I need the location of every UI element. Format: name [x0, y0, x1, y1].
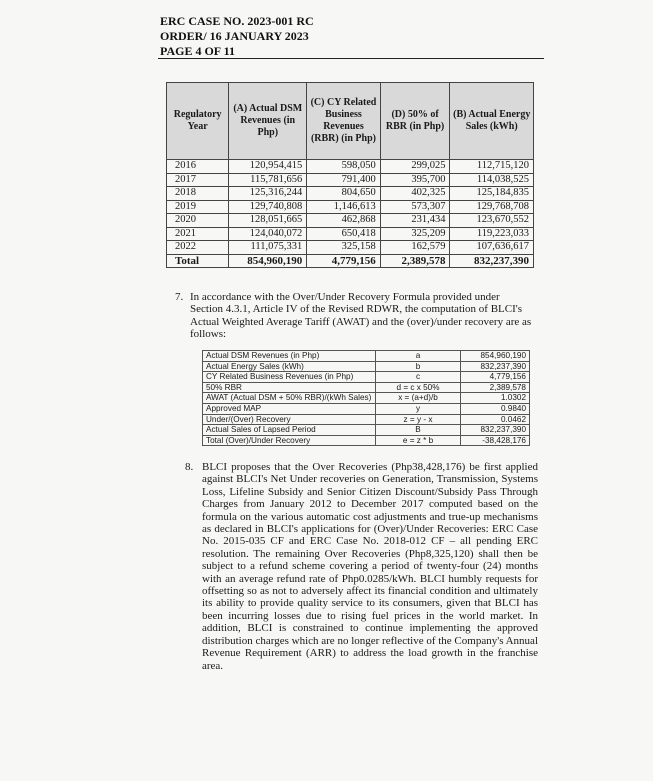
- table-row: [203, 414, 530, 425]
- table-row: [167, 200, 534, 214]
- total-sales: 832,237,390: [450, 254, 534, 268]
- row-label: Actual Energy Sales (kWh): [203, 361, 376, 372]
- page-number: PAGE 4 OF 11: [160, 44, 235, 58]
- cell-year: 2019: [167, 200, 229, 214]
- order-date: ORDER/ 16 JANUARY 2023: [160, 29, 309, 43]
- table-row: [203, 435, 530, 446]
- cell-sales: 114,038,525: [450, 173, 534, 187]
- total-rbr: 4,779,156: [307, 254, 380, 268]
- row-label: Approved MAP: [203, 403, 376, 414]
- cell-year: 2018: [167, 187, 229, 201]
- row-formula: x = (a+d)/b: [376, 393, 461, 404]
- cell-half-rbr: 299,025: [380, 160, 450, 174]
- row-value: 854,960,190: [461, 351, 530, 362]
- cell-year: 2020: [167, 214, 229, 228]
- row-label: Actual DSM Revenues (in Php): [203, 351, 376, 362]
- case-number: ERC CASE NO. 2023-001 RC: [160, 14, 314, 28]
- row-label: Actual Sales of Lapsed Period: [203, 425, 376, 436]
- cell-dsm: 124,040,072: [229, 227, 307, 241]
- cell-dsm: 128,051,665: [229, 214, 307, 228]
- table-row: [167, 173, 534, 187]
- paragraph-number: 8.: [185, 461, 194, 473]
- cell-year: 2016: [167, 160, 229, 174]
- cell-dsm: 111,075,331: [229, 241, 307, 255]
- cell-dsm: 129,740,808: [229, 200, 307, 214]
- cell-dsm: 120,954,415: [229, 160, 307, 174]
- row-formula: B: [376, 425, 461, 436]
- row-formula: a: [376, 351, 461, 362]
- cell-sales: 119,223,033: [450, 227, 534, 241]
- cell-sales: 112,715,120: [450, 160, 534, 174]
- row-label: Total (Over)/Under Recovery: [203, 435, 376, 446]
- cell-dsm: 125,316,244: [229, 187, 307, 201]
- row-formula: y: [376, 403, 461, 414]
- table-row: [167, 187, 534, 201]
- row-value: 2,389,578: [461, 382, 530, 393]
- row-formula: e = z * b: [376, 435, 461, 446]
- cell-rbr: 598,050: [307, 160, 380, 174]
- page-header: [160, 14, 314, 59]
- cell-half-rbr: 162,579: [380, 241, 450, 255]
- cell-half-rbr: 573,307: [380, 200, 450, 214]
- table-row: [167, 241, 534, 255]
- computation-table: [202, 350, 530, 446]
- header-actual-dsm: (A) Actual DSM Revenues (in Php): [229, 83, 307, 160]
- row-value: 0.9840: [461, 403, 530, 414]
- cell-half-rbr: 231,434: [380, 214, 450, 228]
- revenue-table: [166, 82, 534, 268]
- revenue-table-header-row: [167, 83, 534, 160]
- row-value: 832,237,390: [461, 425, 530, 436]
- row-value: 4,779,156: [461, 372, 530, 383]
- table-row: [203, 382, 530, 393]
- header-rule: [158, 58, 544, 59]
- table-row: [203, 351, 530, 362]
- row-value: 0.0462: [461, 414, 530, 425]
- cell-rbr: 325,158: [307, 241, 380, 255]
- total-dsm: 854,960,190: [229, 254, 307, 268]
- cell-sales: 129,768,708: [450, 200, 534, 214]
- row-formula: c: [376, 372, 461, 383]
- total-label: Total: [167, 254, 229, 268]
- row-formula: z = y - x: [376, 414, 461, 425]
- cell-rbr: 462,868: [307, 214, 380, 228]
- paragraph-text: In accordance with the Over/Under Recovery Formula provided under Section 4.3.1, Article IV of the Revised RDWR, the computation of BLCI's Actual Weighted Average Tariff (AWAT) and the (over)/under recovery are as follows:: [190, 291, 532, 341]
- paragraph-number: 7.: [175, 291, 184, 303]
- cell-half-rbr: 325,209: [380, 227, 450, 241]
- row-formula: b: [376, 361, 461, 372]
- table-row: [167, 214, 534, 228]
- table-row: [203, 403, 530, 414]
- total-half-rbr: 2,389,578: [380, 254, 450, 268]
- row-label: 50% RBR: [203, 382, 376, 393]
- row-value: -38,428,176: [461, 435, 530, 446]
- paragraph-text: BLCI proposes that the Over Recoveries (Php38,428,176) be first applied against BLCI's Net Under recoveries on Generation, Transmission, Systems Loss, Lifeline Subsidy and Senior Citizen Discount/Subsidy Pass Through Charges from January 2012 to December 2017 computed based on the formula on the various automatic cost adjustments and true-up mechanisms as declared in BLCI's applications for (Over)/Under Recoveries: ERC Case No. 2015-035 CF and ERC Case No. 2018-012 CF – all pending ERC resolution. The remaining Over Recoveries (Php8,325,120) shall then be subject to a refund scheme covering a period of twenty-four (24) months with an average refund rate of Php0.0285/kWh. BLCI humbly requests for offsetting so as not to adversely affect its financial condition and ultimately its ability to provide quality service to its consumers, given that BLCI has been incurring losses due to rising fuel prices in the world market. In addition, BLCI is constrained to continue implementing the approved distribution charges which are no longer reflective of the Company's Annual Revenue Requirement (ARR) to address the load growth in the franchise area.: [202, 461, 538, 672]
- row-value: 832,237,390: [461, 361, 530, 372]
- table-row: [203, 372, 530, 383]
- row-formula: d = c x 50%: [376, 382, 461, 393]
- cell-sales: 107,636,617: [450, 241, 534, 255]
- cell-year: 2021: [167, 227, 229, 241]
- row-label: Under/(Over) Recovery: [203, 414, 376, 425]
- cell-rbr: 804,650: [307, 187, 380, 201]
- cell-half-rbr: 402,325: [380, 187, 450, 201]
- cell-dsm: 115,781,656: [229, 173, 307, 187]
- table-row: [203, 361, 530, 372]
- table-row: [167, 227, 534, 241]
- table-row: [167, 160, 534, 174]
- total-row: [167, 254, 534, 268]
- cell-rbr: 1,146,613: [307, 200, 380, 214]
- cell-year: 2022: [167, 241, 229, 255]
- cell-year: 2017: [167, 173, 229, 187]
- header-regulatory-year: Regulatory Year: [167, 83, 229, 160]
- row-value: 1.0302: [461, 393, 530, 404]
- table-row: [203, 393, 530, 404]
- cell-sales: 123,670,552: [450, 214, 534, 228]
- table-row: [203, 425, 530, 436]
- paragraph-8: [185, 461, 538, 672]
- header-cy-rbr: (C) CY Related Business Revenues (RBR) (in Php): [307, 83, 380, 160]
- header-energy-sales: (B) Actual Energy Sales (kWh): [450, 83, 534, 160]
- header-50-rbr: (D) 50% of RBR (in Php): [380, 83, 450, 160]
- row-label: CY Related Business Revenues (in Php): [203, 372, 376, 383]
- cell-half-rbr: 395,700: [380, 173, 450, 187]
- cell-rbr: 791,400: [307, 173, 380, 187]
- cell-rbr: 650,418: [307, 227, 380, 241]
- paragraph-7: [175, 291, 535, 341]
- cell-sales: 125,184,835: [450, 187, 534, 201]
- row-label: AWAT (Actual DSM + 50% RBR)/(kWh Sales): [203, 393, 376, 404]
